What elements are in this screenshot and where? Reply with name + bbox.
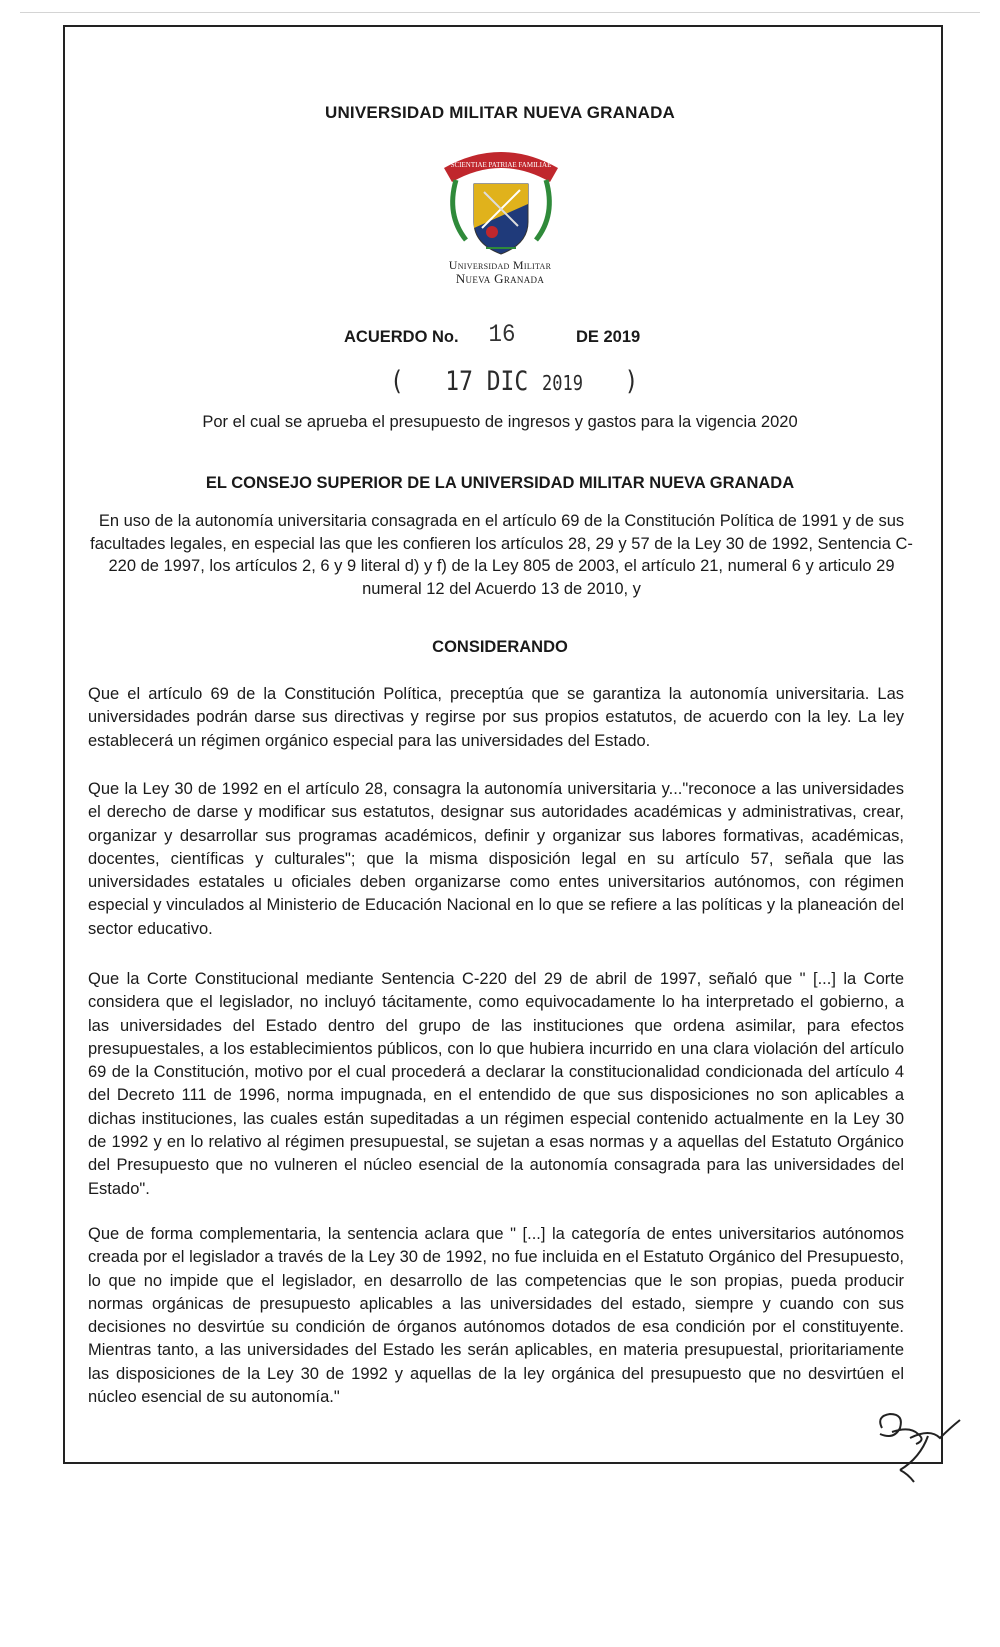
date-day-month: 17 DIC (445, 366, 529, 397)
date-close-paren: ) (624, 366, 639, 397)
preamble-paragraph: En uso de la autonomía universitaria consagrada en el artículo 69 de la Constitución Política de 1991 y de sus facultades legales, en especial las que les confieren los artículos 28, 29 y 57 de la Ley 30 de 1992, Sentencia C-220 de 1997, los artículos 2, 6 y 9 literal d) y f) de la Ley 805 de 2003, el artículo 21, numeral 6 y articulo 29 numeral 12 del Acuerdo 13 de 2010, y (90, 512, 913, 598)
agreement-year: DE 2019 (576, 328, 641, 346)
agreement-number: 16 (488, 320, 516, 349)
logo-name-line2: Nueva Granada (455, 271, 545, 286)
logo-wordmark (0, 258, 1000, 286)
council-heading: EL CONSEJO SUPERIOR DE LA UNIVERSIDAD MILITAR NUEVA GRANADA (205, 474, 795, 492)
university-title: UNIVERSIDAD MILITAR NUEVA GRANADA (324, 103, 676, 122)
considerando-paragraph-1: Que el artículo 69 de la Constitución Política, preceptúa que se garantiza la autonomía universitaria. Las universidades podrán darse sus directivas y regirse por sus propios estatutos, de acuerdo con la ley. La ley establecerá un régimen orgánico especial para las universidades del Estado. (88, 685, 904, 750)
agreement-label: ACUERDO No. (344, 328, 459, 346)
considerando-paragraph-2: Que la Ley 30 de 1992 en el artículo 28, consagra la autonomía universitaria y..."reconoce a las universidades el derecho de darse y modificar sus estatutos, designar sus autoridades académicas y administrativas, crear, organizar y desarrollar sus programas académicos, definir y organizar sus labores formativas, académicas, docentes, científicas y culturales"; que la misma disposición legal en su artículo 57, señala que las universidades estatales u oficiales deben organizarse como entes universitarios autónomos, con régimen especial y vinculados al Ministerio de Educación Nacional en lo que se refiere a las políticas y la planeación del sector educativo. (88, 780, 904, 938)
date-year: 2019 (542, 371, 583, 395)
handwritten-initials-signature (870, 1398, 970, 1488)
considerando-paragraph-3: Que la Corte Constitucional mediante Sentencia C-220 del 29 de abril de 1997, señaló que " [...] la Corte considera que el legislador, no incluyó tácitamente, como equivocadamente lo ha interpretado el gobierno, a las universidades del Estado dentro del grupo de las instituciones que ordena asimilar, para efectos presupuestales, a los establecimientos públicos, con lo que hubiera incurrido en una clara violación del artículo 69 de la Constitución, motivo por el cual procederá a declarar la constitucionalidad condicionada del artículo 4 del Decreto 111 de 1996, norma impugnada, en el entendido de que sus disposiciones no son aplicables a dichas instituciones, las cuales están supeditadas a un régimen especial contenido actualmente en la Ley 30 de 1992 y en lo relativo al régimen presupuestal, se sujetan a esas normas y a aquellas del Estatuto Orgánico del Presupuesto que no vulneren el núcleo esencial de la autonomía consagrada para las universidades del Estado". (88, 970, 904, 1198)
date-open-paren: ( (390, 366, 404, 397)
motto-text: SCIENTIAE PATRIAE FAMILIAE (450, 161, 552, 169)
considerando-heading: CONSIDERANDO (432, 638, 568, 656)
agreement-subject: Por el cual se aprueba el presupuesto de ingresos y gastos para la vigencia 2020 (202, 413, 798, 431)
considerando-paragraph-4: Que de forma complementaria, la sentencia aclara que " [...] la categoría de entes universitarios autónomos creada por el legislador a través de la Ley 30 de 1992, no fue incluida en el Estatuto Orgánico del Presupuesto, lo que no impide que el legislador, en desarrollo de las competencias que le son propias, pueda producir normas orgánicas de presupuesto aplicables a las universidades del estado, siempre y cuando con sus decisiones no desvirtúe su condición de órganos autónomos dotados de esa condición por el constituyente. Mientras tanto, a las universidades del Estado les serán aplicables, en materia presupuestal, prioritariamente las disposiciones de la Ley 30 de 1992 y aquellas de la ley orgánica del presupuesto que no desvirtúen el núcleo esencial de su autonomía." (88, 1225, 904, 1407)
logo-name-line1: Universidad Militar (448, 258, 552, 272)
scan-edge-line (20, 12, 980, 13)
university-crest-logo (436, 140, 566, 260)
date-stamp (390, 366, 638, 397)
